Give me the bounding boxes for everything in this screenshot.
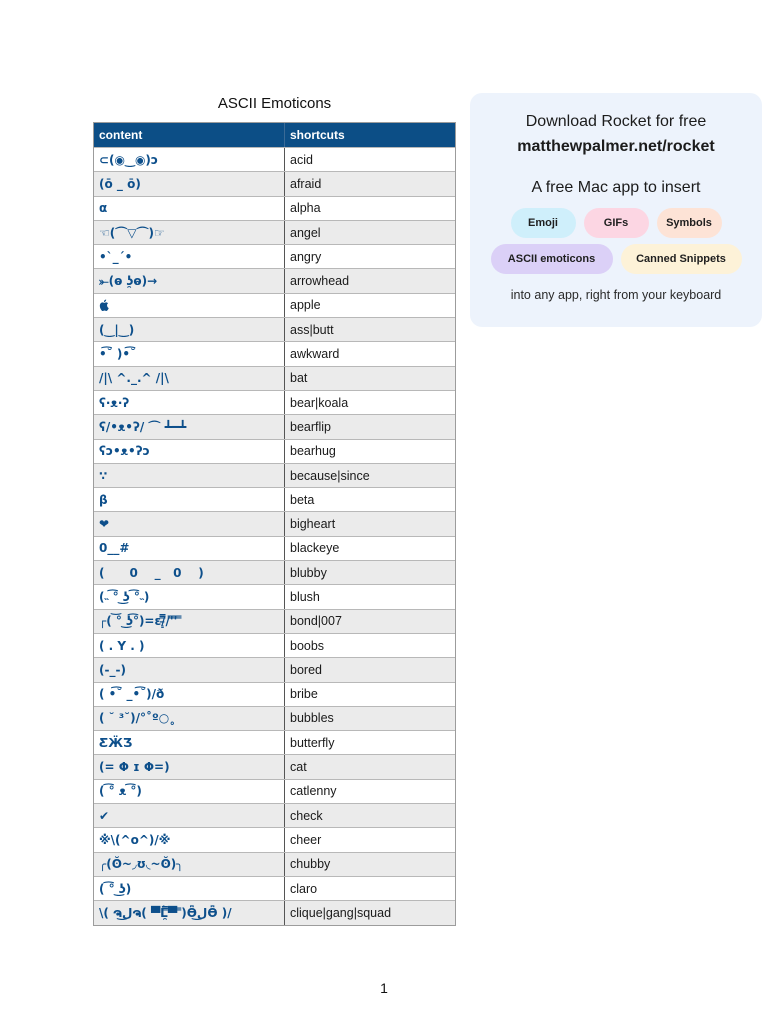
shortcut-cell: acid xyxy=(290,152,313,167)
shortcut-cell: arrowhead xyxy=(290,274,350,289)
shortcut-cell: clique|gang|squad xyxy=(290,905,392,920)
emoticon-cell xyxy=(94,294,285,317)
table-row xyxy=(94,876,455,900)
promo-footer-text: into any app, right from your keyboard xyxy=(510,288,722,302)
shortcut-cell: because|since xyxy=(290,468,370,483)
shortcut-cell: angry xyxy=(290,249,322,264)
emoticon-cell: \( ຈل͜ຈ( ▀̿̿Ĺ̯̿̿▀̿ ̿)Ɵ͆ل͜Ɵ͆ )/ xyxy=(94,901,285,924)
promo-download-text: Download Rocket for free xyxy=(525,113,707,130)
emoticon-cell: ( ˘ ³˘)/°˚º○˳ xyxy=(94,707,285,730)
table-row xyxy=(94,220,455,244)
emoticon-cell: ⊂(◉‿◉)ɔ xyxy=(94,148,285,171)
promo-tagline: A free Mac app to insert xyxy=(531,179,701,196)
emoticon-cell: (-_-) xyxy=(94,658,285,681)
shortcut-cell: bribe xyxy=(290,687,318,702)
table-row xyxy=(94,147,455,171)
emoticon-cell: ✔ xyxy=(94,804,285,827)
emoticon-cell: α xyxy=(94,197,285,220)
emoticon-cell: ※\(^o^)/※ xyxy=(94,828,285,851)
table-row xyxy=(94,633,455,657)
table-row xyxy=(94,439,455,463)
header-shortcuts: shortcuts xyxy=(290,128,345,142)
promo-url-link[interactable]: matthewpalmer.net/rocket xyxy=(517,138,715,155)
shortcut-cell: afraid xyxy=(290,176,322,191)
emoticon-cell: ☜(⌒▽⌒)☞ xyxy=(94,221,285,244)
emoticons-table xyxy=(93,122,456,926)
shortcut-cell: cheer xyxy=(290,832,322,847)
emoticon-cell: ( 0 _ 0 ) xyxy=(94,561,285,584)
emoticon-cell: ( ͡° ͜ʖ) xyxy=(94,877,285,900)
emoticon-cell: (= Φ ɪ Φ=) xyxy=(94,755,285,778)
emoticon-cell: ( . Y . ) xyxy=(94,634,285,657)
shortcut-cell: awkward xyxy=(290,347,340,362)
table-row xyxy=(94,511,455,535)
emoticon-cell: ƸӜƷ xyxy=(94,731,285,754)
table-row xyxy=(94,560,455,584)
pill-ascii-emoticons: ASCII emoticons xyxy=(491,244,613,274)
table-row xyxy=(94,754,455,778)
page-number: 1 xyxy=(380,980,388,996)
shortcut-cell: bubbles xyxy=(290,711,334,726)
table-row xyxy=(94,852,455,876)
emoticon-cell: ʕɔ•ᴥ•ʔɔ xyxy=(94,440,285,463)
table-row xyxy=(94,584,455,608)
shortcut-cell: bearhug xyxy=(290,444,336,459)
apple-icon xyxy=(99,299,109,311)
emoticon-cell: ╭(ʘ̆~◞ʊ◟~ʘ̆)╮ xyxy=(94,853,285,876)
shortcut-cell: bear|koala xyxy=(290,395,349,410)
shortcut-cell: beta xyxy=(290,492,315,507)
table-row xyxy=(94,779,455,803)
table-row xyxy=(94,803,455,827)
shortcut-cell: blush xyxy=(290,589,320,604)
shortcut-cell: catlenny xyxy=(290,784,337,799)
shortcut-cell: bored xyxy=(290,662,322,677)
shortcut-cell: cat xyxy=(290,760,307,775)
table-row xyxy=(94,730,455,754)
shortcut-cell: bigheart xyxy=(290,517,336,532)
shortcut-cell: angel xyxy=(290,225,321,240)
table-row xyxy=(94,171,455,195)
pill-symbols: Symbols xyxy=(657,208,722,238)
emoticon-cell: ʕ·ᴥ·ʔ xyxy=(94,391,285,414)
table-body xyxy=(94,147,455,925)
table-row xyxy=(94,706,455,730)
feature-pills-row-1 xyxy=(470,208,762,238)
shortcut-cell: claro xyxy=(290,881,318,896)
emoticon-cell: •͡˘ )•͡˘ xyxy=(94,342,285,365)
table-row xyxy=(94,390,455,414)
table-row xyxy=(94,268,455,292)
shortcut-cell: bond|007 xyxy=(290,614,342,629)
emoticon-cell: (ō _ ō) xyxy=(94,172,285,195)
emoticon-cell: ⤜(ⱺ ʖ̯ⱺ)→ xyxy=(94,269,285,292)
shortcut-cell: alpha xyxy=(290,201,321,216)
pill-gifs: GIFs xyxy=(584,208,649,238)
pill-emoji: Emoji xyxy=(511,208,576,238)
table-row xyxy=(94,414,455,438)
table-row xyxy=(94,463,455,487)
table-row xyxy=(94,293,455,317)
emoticon-cell: β xyxy=(94,488,285,511)
table-row xyxy=(94,657,455,681)
emoticon-cell: ( ͡° ᴥ ͡°) xyxy=(94,780,285,803)
table-row xyxy=(94,366,455,390)
rocket-promo-box xyxy=(470,93,762,327)
table-row xyxy=(94,487,455,511)
feature-pills-row-2 xyxy=(470,244,762,274)
emoticon-cell: /|\ ^._.^ /|\ xyxy=(94,367,285,390)
shortcut-cell: butterfly xyxy=(290,735,335,750)
emoticon-cell: ∵ xyxy=(94,464,285,487)
header-content: content xyxy=(94,123,285,147)
table-row xyxy=(94,900,455,924)
table-row xyxy=(94,244,455,268)
emoticon-cell: (˵ ͡° ͜ʖ ͡°˵) xyxy=(94,585,285,608)
pill-canned-snippets: Canned Snippets xyxy=(621,244,742,274)
shortcut-cell: blubby xyxy=(290,565,327,580)
shortcut-cell: chubby xyxy=(290,857,331,872)
table-row xyxy=(94,341,455,365)
shortcut-cell: bat xyxy=(290,371,308,386)
table-row xyxy=(94,609,455,633)
emoticon-cell: ( •͡˘ _•͡˘)/ð xyxy=(94,683,285,706)
shortcut-cell: check xyxy=(290,808,323,823)
table-row xyxy=(94,536,455,560)
emoticon-cell: ┌( ͝° ͜ʖ͡°)=ε/̵͇̿̿/'̿'̿ ̿ xyxy=(94,610,285,633)
emoticon-cell: ❤ xyxy=(94,512,285,535)
emoticon-cell: (‿|‿) xyxy=(94,318,285,341)
document-title: ASCII Emoticons xyxy=(217,95,332,112)
shortcut-cell: blackeye xyxy=(290,541,340,556)
table-header xyxy=(94,123,455,147)
emoticon-cell: •`_´• xyxy=(94,245,285,268)
emoticon-cell: ʕ/•ᴥ•ʔ/ ⌒ ┻━┻ xyxy=(94,415,285,438)
shortcut-cell: bearflip xyxy=(290,419,331,434)
table-row xyxy=(94,317,455,341)
emoticon-cell: 0__# xyxy=(94,537,285,560)
table-row xyxy=(94,827,455,851)
shortcut-cell: ass|butt xyxy=(290,322,334,337)
shortcut-cell: apple xyxy=(290,298,321,313)
table-row xyxy=(94,196,455,220)
table-row xyxy=(94,682,455,706)
shortcut-cell: boobs xyxy=(290,638,325,653)
